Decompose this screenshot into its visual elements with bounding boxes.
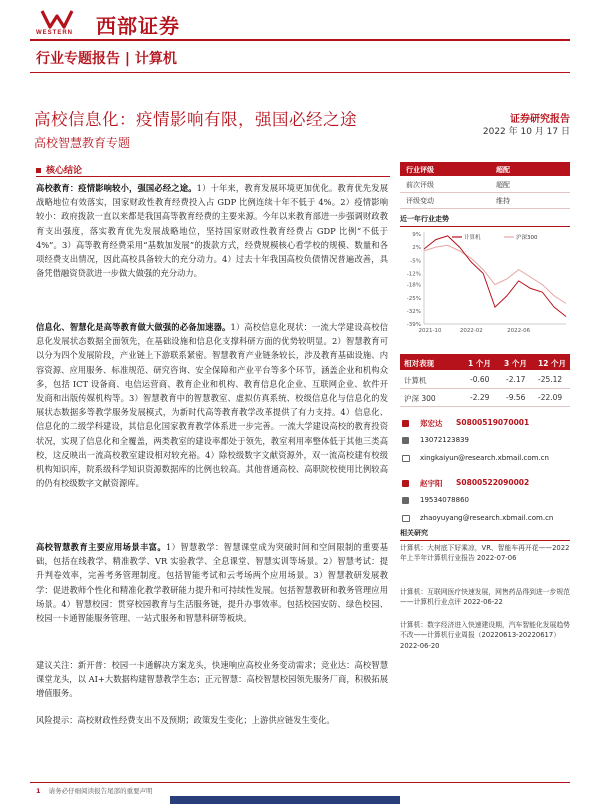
y-tick-label: -5% (410, 258, 421, 265)
rating-row: 前次评级 超配 (400, 177, 570, 193)
trend-chart-title: 近一年行业走势 (400, 214, 570, 227)
brand-cn: 西部证券 (96, 14, 180, 38)
header-divider (30, 39, 570, 41)
x-tick-label: 2022-02 (459, 328, 483, 334)
email-icon (402, 455, 410, 462)
y-tick-label: -18% (406, 282, 421, 289)
y-tick-label: 2% (412, 245, 421, 252)
footer (36, 786, 153, 795)
analyst-email[interactable]: zhaoyuyang@research.xbmail.com.cn (420, 514, 554, 522)
bottom-banner (170, 796, 400, 804)
analyst-block-1: 郑宏达 S0800519070001 13072123839 xingkaiyun@research.xbmail.com.cn (400, 418, 570, 498)
paragraph-3: 高校智慧教育主要应用场景丰富。1）智慧教学：智慧课堂成为突破时间和空间限制的重要基础，包括在线教学、精准教学、VR 实验教学、全息课堂、智慧实训等场景。2）智慧考试：提升判卷效率，完善考务管理制度。包括智能考试和云考场两个应用场景。3）智慧教研发展教学：促进教师个性化和精准化教学教研能力提升和可持续性发展。包括智慧教研和教务管理应用场景。4）智慧校园：贯穿校园教育与生活服务链，提升办事效率。包括校园安防、绿色校园、校园一卡通智能服务管理、一站式服务和智慧科研等板块。 (36, 542, 388, 624)
y-tick-label: -25% (406, 295, 421, 302)
y-tick-label: -39% (406, 322, 421, 328)
person-icon (402, 420, 409, 427)
legend-computer: 计算机 (464, 235, 481, 241)
report-date: 2022 年 10 月 17 日 (482, 127, 570, 137)
paragraph-1: 高校教育：疫情影响较小，强国必经之途。1）十年来，教育发展环境更加优化。教育优先发展战略地位有效落实，国家财政性教育经费投入占 GDP 比例连续十年不低于 4%。2）疫情影响较小：政府拨款一直以来都是我国高等教育经费的主要来源。今年以来教育部进一步强调财政教育支出强度，落实教育优先发展战略地位，坚持国家财政性教育经费占 GDP 比例“不低于 4%”。3）高等教育经费采用“基数加发展”的拨款方式，经费规模核心看学校的规模、数量和各项经费支出情况，因此高校具备较大的充分动力。4）过去十年我国高校负债情况普遍改善，具备凭借融资贷款进一步做大做强的充分动力。 (36, 183, 388, 279)
y-tick-label: -12% (406, 271, 421, 278)
phone-icon (402, 497, 409, 504)
y-tick-label: -32% (406, 308, 421, 315)
performance-header: 相对表现 1 个月 3 个月 12 个月 (400, 354, 570, 370)
core-conclusion-heading: 核心结论 (36, 163, 82, 176)
footer-divider (30, 782, 570, 783)
paragraph-5: 风险提示：高校财政性经费支出不及预期；政策发生变化；上游供应链发生变化。 (36, 715, 335, 725)
page-number: 1 (36, 787, 41, 795)
analyst-email[interactable]: xingkaiyun@research.xbmail.com.cn (420, 454, 549, 462)
related-title: 相关研究 (400, 528, 570, 541)
core-divider (36, 176, 390, 177)
paragraph-2: 信息化、智慧化是高等教育做大做强的必备加速器。1）高校信息化现状：一流大学建设高校信息化发展状态数据全面领先，在基础设施和信息化支撑科研方面的优势较明显。2）智慧教育可以分为四个发展阶段，产业链上下游联系紧密。智慧教育产业链条较长，涉及教育基础设施、内容资源、应用服务、标准规范、研究咨询、安全保障和产业平台等多个环节，涵盖企业和机构众多，包括 ICT 设备商、电信运营商、教育企业和机构、教育信息化企业、互联网企业、软件开发商和出版传媒机构等。3）智慧教育中的智慧教室、虚拟仿真系统、校级信息化与信息化的发展状态数据多等教学服务发展模式，为新时代高等教育教学改革提供了有力支持。4）信息化、信息化的二级学科建设，其信息化国家教育教学体系进一步完善。一流大学建设高校的教育投资状况，实现了信息化和全覆盖，两类教室的建设率都处于领先，教室利用率整体低于其他三类高校，这反映出一流高校教室建设相对较充裕。4）除校级数字文献资源外，双一流高校建有校级机构知识库，院系级科学知识资源数据库的比例也较高。其他普通高校、高职院校使用比例较高的仍有校级数字文献资源库。 (36, 322, 388, 489)
paragraph-4: 建议关注：新开普：校园一卡通解决方案龙头，快速响应高校业务变动需求；竞业达：高校智慧课堂龙头，以 AI+大数据构建智慧教学生态；正元智慧：高校智慧校园领先服务厂商，积极拓展增值服务。 (36, 660, 388, 699)
rating-header: 行业评级 超配 (400, 162, 570, 176)
series-line-计算机 (424, 236, 566, 317)
performance-row: 沪深 300 -2.29 -9.56 -22.09 (400, 389, 570, 407)
western-logo-icon (40, 8, 74, 30)
bullet-square-icon (36, 168, 41, 173)
analyst-block-2: 赵宇阳 S0800522090002 19534078860 zhaoyuyang@research.xbmail.com.cn (400, 478, 570, 558)
report-type: 行业专题报告 | 计算机 (36, 51, 177, 67)
x-tick-label: 2021-10 (418, 328, 442, 334)
report-subtitle: 高校智慧教育专题 (34, 136, 131, 150)
person-icon (402, 480, 409, 487)
phone-icon (402, 437, 409, 444)
header-divider-thin (30, 72, 570, 73)
rating-row: 评级变动 维持 (400, 193, 570, 209)
email-icon (402, 515, 410, 522)
legend-hs300: 沪深300 (516, 235, 538, 241)
report-title: 高校信息化：疫情影响有限，强国必经之途 (34, 110, 357, 129)
performance-row: 计算机 -0.60 -2.17 -25.12 (400, 371, 570, 389)
x-tick-label: 2022-06 (507, 328, 531, 334)
related-item[interactable]: 计算机：大树底下好乘凉，VR、智能车再开花——2022 年上半年计算机行业报告 2022-07-06 (400, 544, 570, 563)
y-tick-label: 9% (412, 232, 421, 238)
brand-en: WESTERN (36, 30, 73, 36)
footer-disclaimer: 请务必仔细阅读报告尾部的重要声明 (48, 787, 153, 795)
research-label: 证券研究报告 (510, 114, 570, 125)
related-item[interactable]: 计算机：互联网医疗快速发展，网售药品得到进一步规范——计算机行业点评 2022-06-22 (400, 588, 570, 607)
trend-chart (400, 228, 570, 336)
related-item[interactable]: 计算机：数字经济进入快速建设期，汽车智能化发展趋势不改——计算机行业周报（20220613-20220617） 2022-06-20 (400, 621, 570, 650)
